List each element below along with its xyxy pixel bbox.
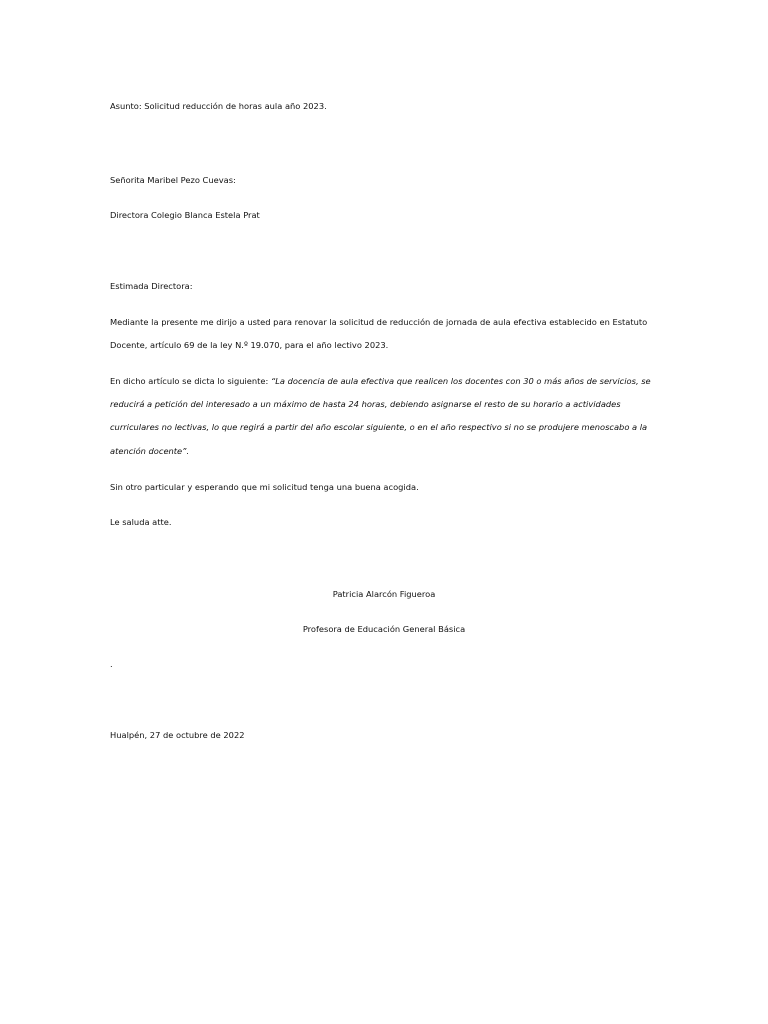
body-paragraph-1-line-2: Docente, artículo 69 de la ley N.º 19.070, para el año lectivo 2023. (110, 340, 389, 350)
quote-line-2: reducirá a petición del interesado a un máximo de hasta 24 horas, debiendo asignarse el resto de su horario a actividades (110, 399, 621, 409)
farewell: Le saluda atte. (110, 517, 172, 527)
quote-line-4: atención docente”. (110, 446, 190, 456)
closing-line: Sin otro particular y esperando que mi solicitud tenga una buena acogida. (110, 482, 419, 492)
stray-mark: . (110, 659, 113, 669)
quote-line-1: “La docencia de aula efectiva que realicen los docentes con 30 o más años de servicios, se (270, 376, 651, 386)
place-date: Hualpén, 27 de octubre de 2022 (110, 730, 245, 740)
quote-line-3: curriculares no lectivas, lo que regirá a partir del año escolar siguiente, o en el año respectivo si no se produjere menoscabo a la (110, 422, 648, 432)
recipient-name: Señorita Maribel Pezo Cuevas: (110, 175, 236, 185)
recipient-title: Directora Colegio Blanca Estela Prat (110, 210, 260, 220)
subject-line: Asunto: Solicitud reducción de horas aula año 2023. (110, 101, 327, 111)
signer-title: Profesora de Educación General Básica (302, 624, 466, 634)
body-paragraph-2-intro: En dicho artículo se dicta lo siguiente: (110, 376, 271, 386)
signer-name: Patricia Alarcón Figueroa (332, 589, 436, 599)
body-paragraph-2-line-1 (110, 375, 651, 387)
body-paragraph-1-line-1: Mediante la presente me dirijo a usted para renovar la solicitud de reducción de jornada de aula efectiva establecido en Estatuto (110, 317, 648, 327)
salutation: Estimada Directora: (110, 281, 193, 291)
